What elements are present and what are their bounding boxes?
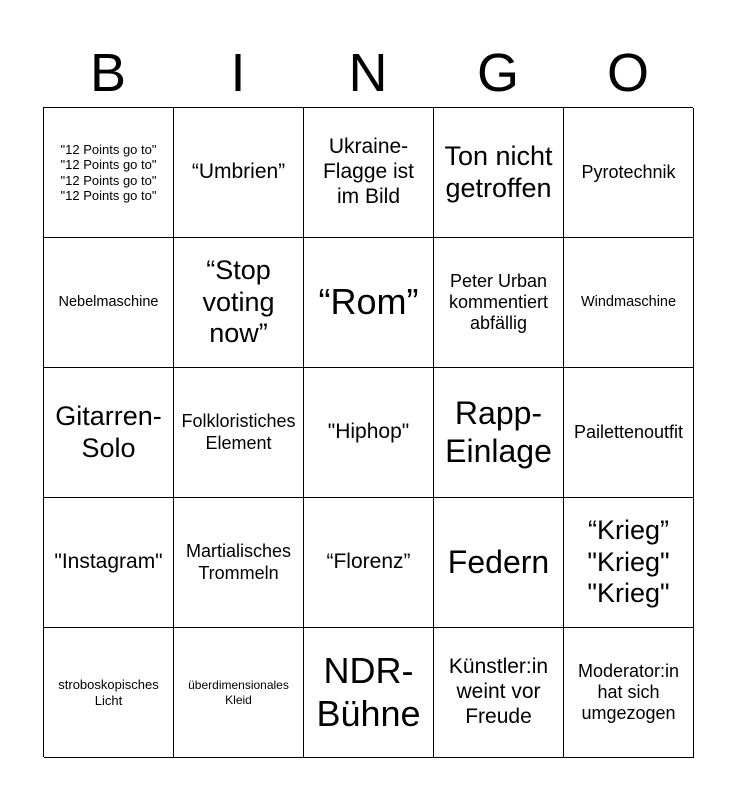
- bingo-cell-1-3[interactable]: [304, 108, 434, 238]
- bingo-cell-1-2[interactable]: [174, 108, 304, 238]
- bingo-header: [43, 40, 693, 106]
- bingo-board: [43, 107, 693, 757]
- bingo-cell-4-3[interactable]: [304, 498, 434, 628]
- bingo-cell-4-2[interactable]: [174, 498, 304, 628]
- bingo-cell-2-5[interactable]: [564, 238, 694, 368]
- cell-label: Peter Urban kommentiert abfällig: [448, 270, 549, 334]
- bingo-cell-5-5[interactable]: [564, 628, 694, 758]
- bingo-cell-2-1[interactable]: [44, 238, 174, 368]
- bingo-cell-1-1[interactable]: [44, 108, 174, 238]
- cell-label: NDR-Bühne: [316, 650, 421, 734]
- cell-label: Ton nicht getroffen: [444, 140, 553, 203]
- cell-label: Moderator:in hat sich umgezogen: [577, 660, 680, 724]
- header-letter-i: I: [230, 43, 246, 103]
- cell-label: “Florenz”: [326, 550, 411, 574]
- cell-label: Federn: [447, 543, 550, 580]
- bingo-cell-2-4[interactable]: [434, 238, 564, 368]
- bingo-cell-1-5[interactable]: [564, 108, 694, 238]
- bingo-cell-5-1[interactable]: [44, 628, 174, 758]
- cell-label: "12 Points go to" "12 Points go to" "12 Points go to" "12 Points go to": [60, 141, 157, 203]
- cell-label: “Umbrien”: [191, 160, 286, 184]
- bingo-cell-1-4[interactable]: [434, 108, 564, 238]
- header-letter-o: O: [606, 43, 649, 103]
- bingo-cell-5-2[interactable]: [174, 628, 304, 758]
- bingo-cell-5-4[interactable]: [434, 628, 564, 758]
- bingo-cell-3-3[interactable]: [304, 368, 434, 498]
- header-letter-n: N: [348, 43, 388, 103]
- bingo-cell-2-3[interactable]: [304, 238, 434, 368]
- cell-label: Pailettenoutfit: [573, 421, 684, 442]
- bingo-cell-5-3[interactable]: [304, 628, 434, 758]
- cell-label: Ukraine-Flagge ist im Bild: [322, 135, 415, 208]
- bingo-cell-4-4[interactable]: [434, 498, 564, 628]
- bingo-cell-3-2[interactable]: [174, 368, 304, 498]
- cell-label: Künstler:in weint vor Freude: [448, 655, 549, 728]
- cell-label: “Krieg” "Krieg" "Krieg": [587, 514, 670, 609]
- bingo-cell-3-4[interactable]: [434, 368, 564, 498]
- cell-label: “Rom”: [318, 281, 419, 323]
- cell-label: überdimensionales Kleid: [188, 678, 289, 707]
- cell-label: Nebelmaschine: [58, 293, 159, 310]
- cell-label: "Instagram": [54, 550, 163, 574]
- cell-label: Rapp-Einlage: [445, 394, 552, 469]
- header-letter-g: G: [476, 43, 519, 103]
- cell-label: Gitarren-Solo: [55, 400, 162, 463]
- cell-label: stroboskopisches Licht: [58, 677, 159, 708]
- cell-label: Folkloristiches Element: [181, 411, 296, 453]
- bingo-cell-3-1[interactable]: [44, 368, 174, 498]
- cell-label: Windmaschine: [580, 293, 677, 310]
- cell-label: Pyrotechnik: [581, 161, 676, 182]
- cell-label: “Stop voting now”: [202, 254, 275, 349]
- bingo-cell-3-5[interactable]: [564, 368, 694, 498]
- bingo-cell-2-2[interactable]: [174, 238, 304, 368]
- bingo-cell-4-5[interactable]: [564, 498, 694, 628]
- header-letter-b: B: [89, 43, 127, 103]
- bingo-cell-4-1[interactable]: [44, 498, 174, 628]
- cell-label: "Hiphop": [327, 420, 410, 444]
- cell-label: Martialisches Trommeln: [185, 541, 292, 583]
